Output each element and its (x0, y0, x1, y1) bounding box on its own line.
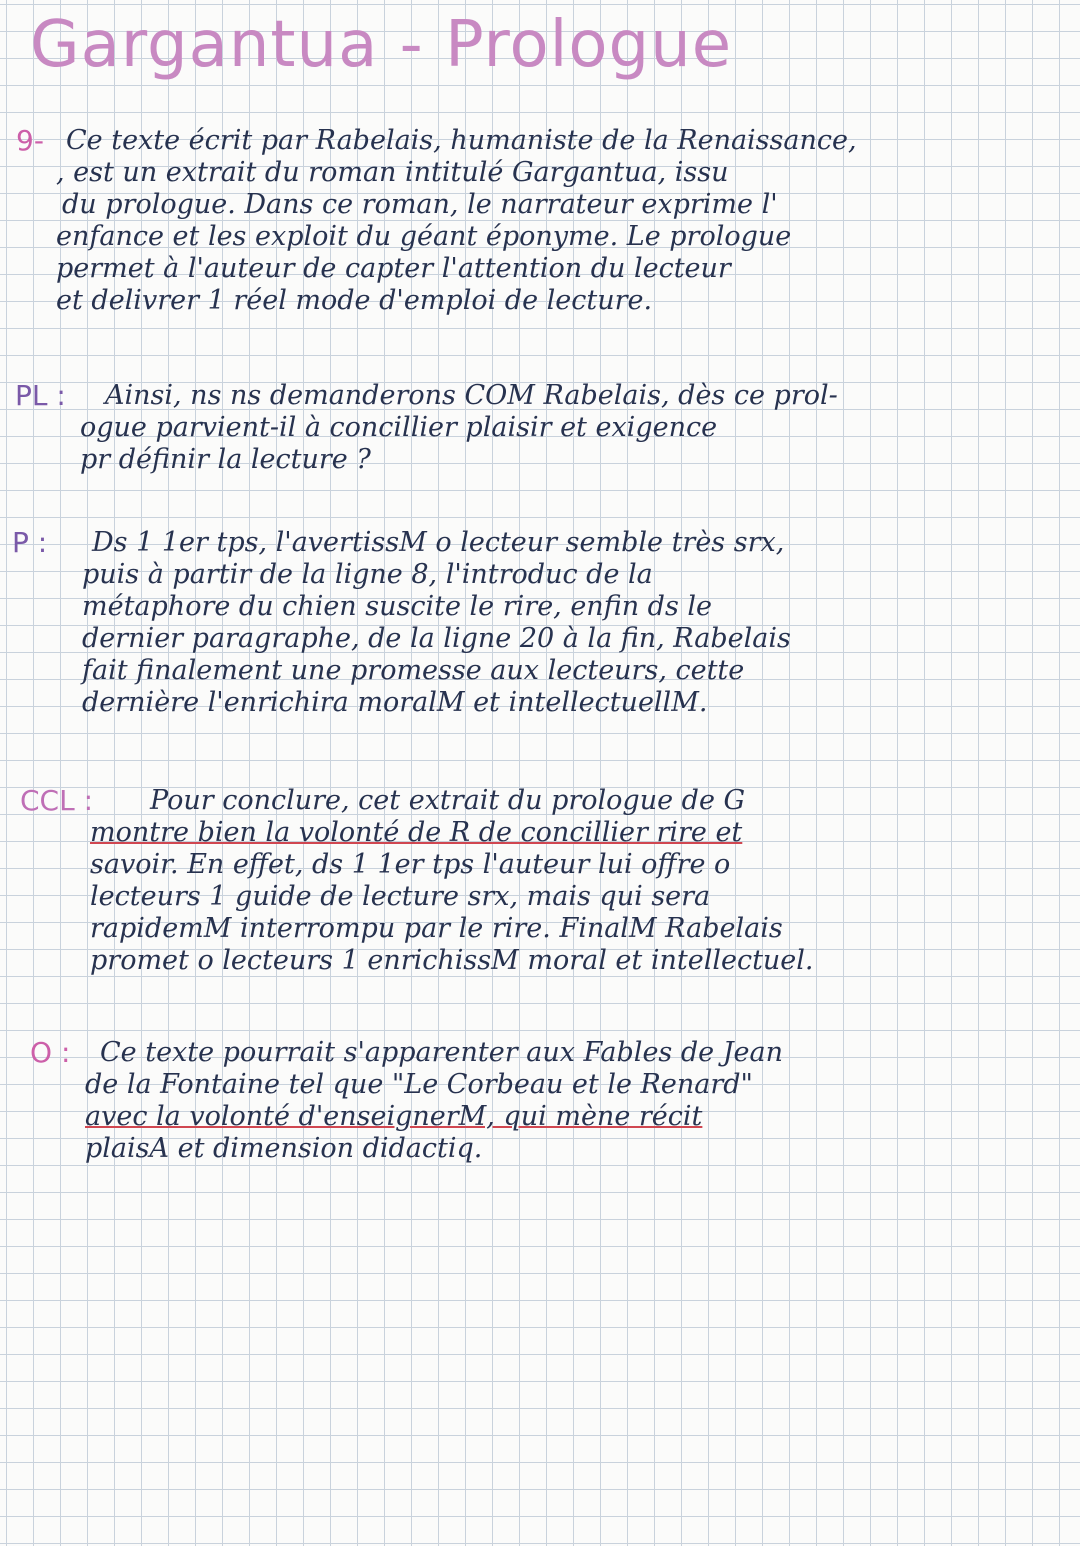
conclusion-line-5: rapidemM interrompu par le rire. FinalM Rabelais (90, 913, 783, 944)
intro-line-3: du prologue. Dans ce roman, le narrateur exprime l' (62, 189, 778, 220)
conclusion-line-6: promet o lecteurs 1 enrichissM moral et intellectuel. (90, 945, 814, 976)
plan-line-2: puis à partir de la ligne 8, l'introduc de la (82, 559, 653, 590)
plan-line-6: dernière l'enrichira moralM et intellectuellM. (82, 687, 708, 718)
plan-line-1: Ds 1 1er tps, l'avertissM o lecteur semble très srx, (92, 527, 785, 558)
ouverture-line-1: Ce texte pourrait s'apparenter aux Fables de Jean (100, 1037, 783, 1068)
conclusion-line-3: savoir. En effet, ds 1 1er tps l'auteur lui offre o (90, 849, 731, 880)
page-title: Gargantua - Prologue (30, 8, 733, 82)
intro-line-1: Ce texte écrit par Rabelais, humaniste de la Renaissance, (66, 125, 857, 156)
problematique-section (15, 379, 1055, 475)
problematique-line-2: ogue parvient-il à concillier plaisir et exigence (80, 412, 718, 443)
conclusion-line-1: Pour conclure, cet extrait du prologue de G (150, 785, 746, 816)
intro-line-4: enfance et les exploit du géant éponyme. Le prologue (56, 221, 792, 252)
intro-line-2: , est un extrait du roman intitulé Gargantua, issu (56, 157, 729, 188)
problematique-line-3: pr définir la lecture ? (80, 444, 371, 475)
problematique-line-1: Ainsi, ns ns demanderons COM Rabelais, dès ce prol- (105, 380, 838, 411)
ouverture-label: O : (30, 1036, 71, 1069)
intro-line-6: et delivrer 1 réel mode d'emploi de lecture. (56, 285, 653, 316)
ouverture-line-4: plaisA et dimension didactiq. (85, 1133, 483, 1164)
conclusion-line-4: lecteurs 1 guide de lecture srx, mais qui sera (90, 881, 711, 912)
intro-label: 9- (16, 124, 44, 157)
plan-line-4: dernier paragraphe, de la ligne 20 à la fin, Rabelais (82, 623, 791, 654)
conclusion-label: CCL : (20, 784, 94, 817)
ouverture-section (30, 1036, 1055, 1164)
conclusion-line-2: montre bien la volonté de R de concillier rire et (90, 817, 743, 848)
conclusion-section (20, 784, 1055, 976)
ouverture-line-3: avec la volonté d'enseignerM, qui mène récit (85, 1101, 703, 1132)
intro-line-5: permet à l'auteur de capter l'attention du lecteur (56, 253, 731, 284)
ouverture-line-2: de la Fontaine tel que "Le Corbeau et le Renard" (85, 1069, 753, 1100)
plan-line-3: métaphore du chien suscite le rire, enfin ds le (82, 591, 713, 622)
plan-label: P : (12, 526, 48, 559)
problematique-label: PL : (15, 379, 66, 412)
plan-line-5: fait finalement une promesse aux lecteurs, cette (82, 655, 745, 686)
plan-section (12, 526, 1057, 718)
intro-section (16, 124, 1056, 316)
